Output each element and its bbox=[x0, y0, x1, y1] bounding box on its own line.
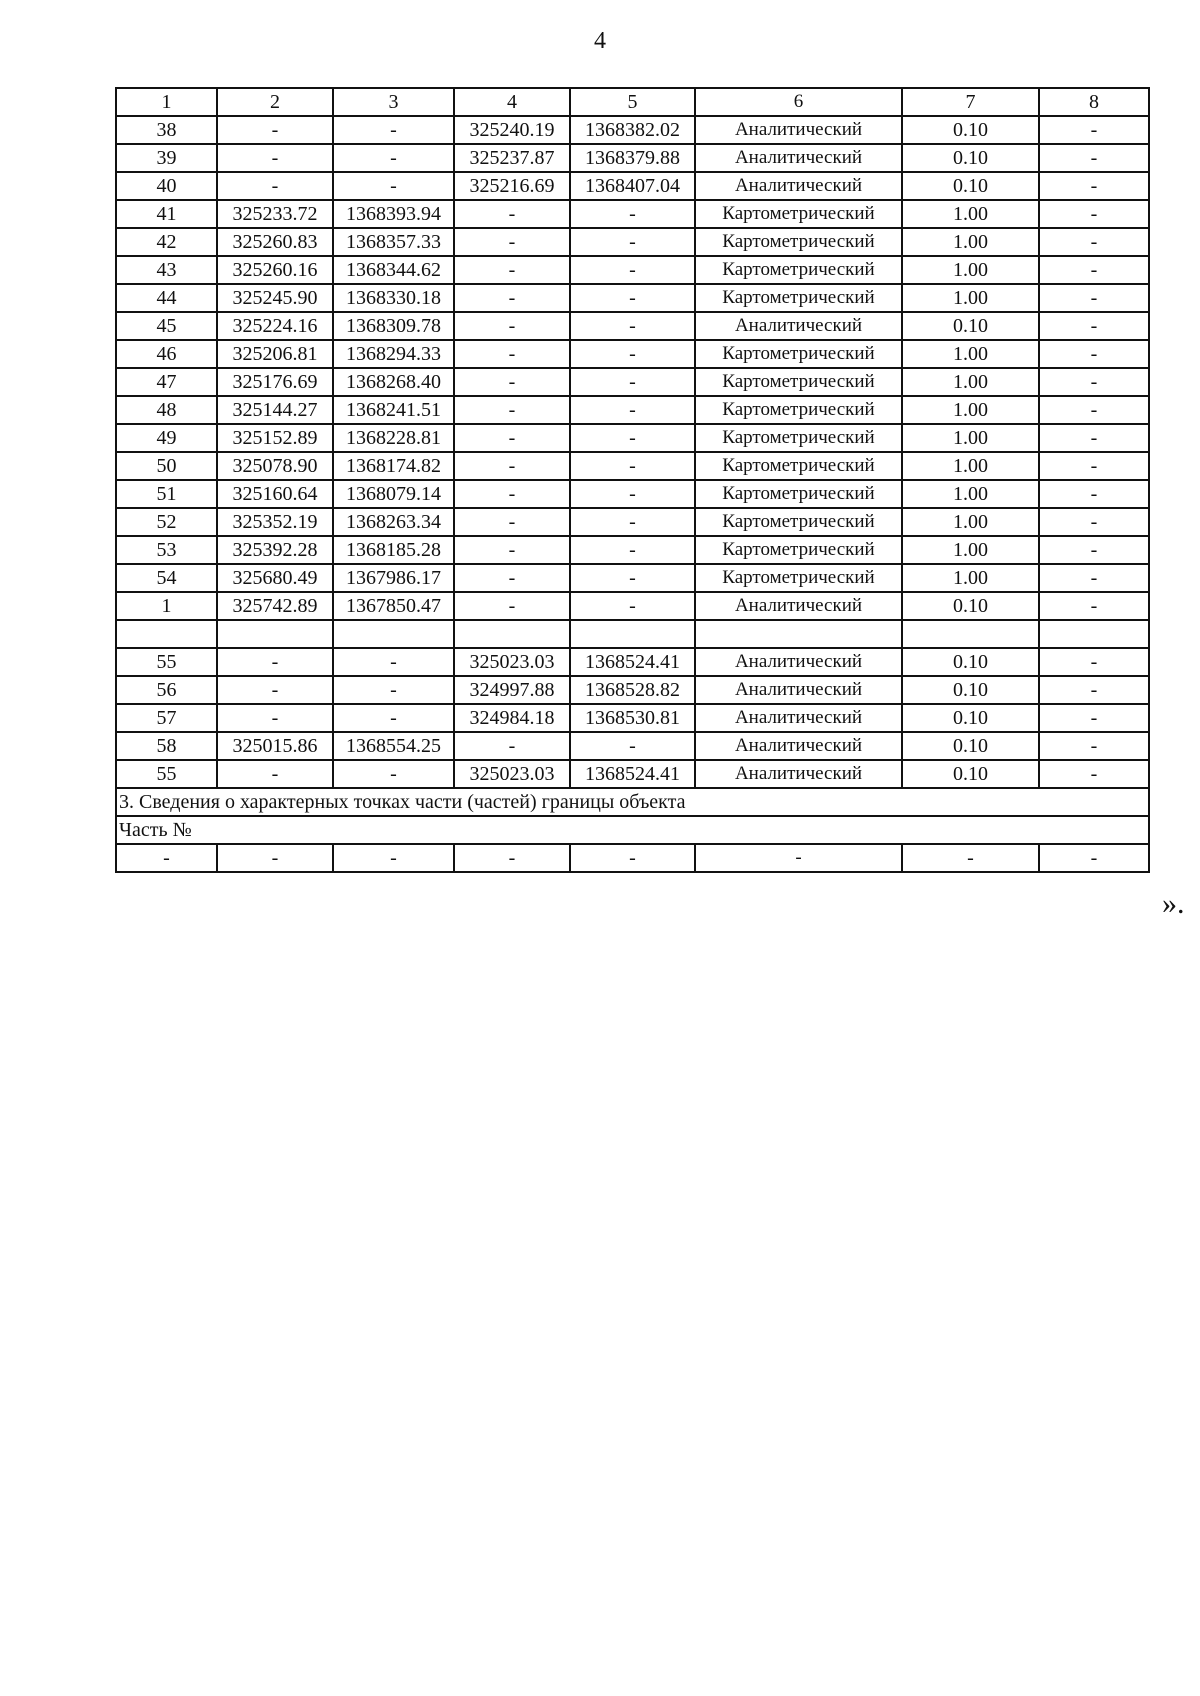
table-row bbox=[116, 452, 1149, 480]
table-row bbox=[116, 592, 1149, 620]
table-cell: 8 bbox=[1039, 88, 1149, 116]
table-cell: 1368309.78 bbox=[333, 312, 454, 340]
table-row bbox=[116, 676, 1149, 704]
table-cell: Аналитический bbox=[695, 144, 902, 172]
table-cell: 1.00 bbox=[902, 508, 1039, 536]
table-cell: 7 bbox=[902, 88, 1039, 116]
table-cell: - bbox=[454, 284, 570, 312]
table-cell bbox=[1039, 620, 1149, 648]
table-cell: 1.00 bbox=[902, 368, 1039, 396]
table-cell: 56 bbox=[116, 676, 217, 704]
table-cell: Картометрический bbox=[695, 368, 902, 396]
table-cell: 0.10 bbox=[902, 116, 1039, 144]
table-cell: - bbox=[570, 340, 695, 368]
table-cell: 55 bbox=[116, 648, 217, 676]
table-cell: 1368524.41 bbox=[570, 760, 695, 788]
table-cell: 0.10 bbox=[902, 648, 1039, 676]
table-cell: 325206.81 bbox=[217, 340, 333, 368]
table-cell: - bbox=[217, 676, 333, 704]
page-number: 4 bbox=[594, 28, 606, 54]
table-cell: - bbox=[570, 396, 695, 424]
table-cell: Картометрический bbox=[695, 228, 902, 256]
table-cell: 325160.64 bbox=[217, 480, 333, 508]
section-title-text: 3. Сведения о характерных точках части (частей) границы объекта bbox=[116, 788, 1149, 816]
table-cell: - bbox=[454, 592, 570, 620]
table-cell: - bbox=[333, 144, 454, 172]
table-row bbox=[116, 368, 1149, 396]
table-cell: 40 bbox=[116, 172, 217, 200]
table-cell: - bbox=[333, 676, 454, 704]
table-cell: Аналитический bbox=[695, 116, 902, 144]
table-cell: - bbox=[1039, 396, 1149, 424]
table-cell: - bbox=[570, 284, 695, 312]
table-cell: - bbox=[1039, 732, 1149, 760]
table-cell: Картометрический bbox=[695, 396, 902, 424]
table-cell: - bbox=[902, 844, 1039, 872]
table-cell: 1.00 bbox=[902, 564, 1039, 592]
table-cell: - bbox=[1039, 284, 1149, 312]
table-cell: 38 bbox=[116, 116, 217, 144]
table-cell: 325392.28 bbox=[217, 536, 333, 564]
table-cell: 4 bbox=[454, 88, 570, 116]
table-cell: - bbox=[217, 144, 333, 172]
table-cell: - bbox=[570, 508, 695, 536]
table-cell: 325176.69 bbox=[217, 368, 333, 396]
table-cell: - bbox=[570, 592, 695, 620]
table-row bbox=[116, 284, 1149, 312]
table-cell: 55 bbox=[116, 760, 217, 788]
table-cell: 0.10 bbox=[902, 592, 1039, 620]
table-cell: Картометрический bbox=[695, 340, 902, 368]
table-cell: - bbox=[1039, 676, 1149, 704]
table-cell: 52 bbox=[116, 508, 217, 536]
table-row bbox=[116, 200, 1149, 228]
table-cell: 1368344.62 bbox=[333, 256, 454, 284]
table-cell: - bbox=[1039, 340, 1149, 368]
table-row bbox=[116, 144, 1149, 172]
table-cell: Картометрический bbox=[695, 564, 902, 592]
table-cell: 44 bbox=[116, 284, 217, 312]
table-cell: - bbox=[570, 480, 695, 508]
table-cell: 1.00 bbox=[902, 424, 1039, 452]
table-cell: - bbox=[1039, 760, 1149, 788]
table-cell: 1 bbox=[116, 88, 217, 116]
table-cell: - bbox=[217, 172, 333, 200]
table-row bbox=[116, 312, 1149, 340]
table-cell: Аналитический bbox=[695, 704, 902, 732]
table-cell: 0.10 bbox=[902, 312, 1039, 340]
table-cell: 1368228.81 bbox=[333, 424, 454, 452]
table-cell: - bbox=[333, 648, 454, 676]
table-cell: 1.00 bbox=[902, 256, 1039, 284]
table-cell: Картометрический bbox=[695, 452, 902, 480]
table-cell: - bbox=[333, 760, 454, 788]
table-cell: - bbox=[570, 452, 695, 480]
table-cell: - bbox=[454, 368, 570, 396]
table-cell: - bbox=[570, 536, 695, 564]
closing-quote-mark: ». bbox=[1162, 887, 1185, 920]
table-cell: 325352.19 bbox=[217, 508, 333, 536]
table-cell: 0.10 bbox=[902, 732, 1039, 760]
table-cell: - bbox=[570, 424, 695, 452]
table-cell: - bbox=[1039, 704, 1149, 732]
table-cell: 325078.90 bbox=[217, 452, 333, 480]
table-cell: 2 bbox=[217, 88, 333, 116]
table-cell: 1368294.33 bbox=[333, 340, 454, 368]
table-cell: - bbox=[217, 648, 333, 676]
table-cell: 1367986.17 bbox=[333, 564, 454, 592]
table-cell bbox=[217, 620, 333, 648]
table-row bbox=[116, 340, 1149, 368]
table-cell: - bbox=[217, 844, 333, 872]
table-cell: - bbox=[695, 844, 902, 872]
table-cell: 1368330.18 bbox=[333, 284, 454, 312]
table-cell: 1368407.04 bbox=[570, 172, 695, 200]
table-cell: 1.00 bbox=[902, 340, 1039, 368]
table-cell: - bbox=[454, 480, 570, 508]
table-cell: - bbox=[454, 200, 570, 228]
table-row bbox=[116, 480, 1149, 508]
table-cell: 325680.49 bbox=[217, 564, 333, 592]
table-cell: - bbox=[454, 564, 570, 592]
table-cell: - bbox=[1039, 256, 1149, 284]
table-cell: - bbox=[454, 452, 570, 480]
table-cell: - bbox=[454, 312, 570, 340]
table-cell: - bbox=[1039, 200, 1149, 228]
table-cell: 58 bbox=[116, 732, 217, 760]
table-row bbox=[116, 116, 1149, 144]
table-cell: - bbox=[454, 396, 570, 424]
table-cell: - bbox=[570, 200, 695, 228]
table-cell: - bbox=[217, 116, 333, 144]
table-row bbox=[116, 424, 1149, 452]
table-cell: 1368268.40 bbox=[333, 368, 454, 396]
table-cell: - bbox=[454, 256, 570, 284]
table-cell: 325152.89 bbox=[217, 424, 333, 452]
table-cell: Аналитический bbox=[695, 172, 902, 200]
table-cell: - bbox=[1039, 536, 1149, 564]
table-cell: Картометрический bbox=[695, 200, 902, 228]
table-cell: 1.00 bbox=[902, 480, 1039, 508]
table-row bbox=[116, 396, 1149, 424]
table-cell: 325224.16 bbox=[217, 312, 333, 340]
table-cell: 1368379.88 bbox=[570, 144, 695, 172]
table-cell: 5 bbox=[570, 88, 695, 116]
table-cell: 1.00 bbox=[902, 200, 1039, 228]
table-cell: 325240.19 bbox=[454, 116, 570, 144]
table-cell: - bbox=[570, 564, 695, 592]
table-cell: - bbox=[454, 844, 570, 872]
table-cell: - bbox=[570, 368, 695, 396]
table-cell: - bbox=[333, 844, 454, 872]
table-cell: 51 bbox=[116, 480, 217, 508]
table-cell: - bbox=[333, 704, 454, 732]
table-cell: 325023.03 bbox=[454, 648, 570, 676]
table-cell: 41 bbox=[116, 200, 217, 228]
table-cell: - bbox=[116, 844, 217, 872]
table-cell: 325023.03 bbox=[454, 760, 570, 788]
table-cell: 325233.72 bbox=[217, 200, 333, 228]
table-row bbox=[116, 704, 1149, 732]
table-cell: Аналитический bbox=[695, 760, 902, 788]
table-cell: 324997.88 bbox=[454, 676, 570, 704]
table-cell: - bbox=[1039, 648, 1149, 676]
table-cell: 1367850.47 bbox=[333, 592, 454, 620]
table-cell: 42 bbox=[116, 228, 217, 256]
table-row bbox=[116, 760, 1149, 788]
table-cell: 325144.27 bbox=[217, 396, 333, 424]
table-cell: - bbox=[454, 536, 570, 564]
table-cell: 1368241.51 bbox=[333, 396, 454, 424]
table-cell: 6 bbox=[695, 88, 902, 116]
table-cell: 54 bbox=[116, 564, 217, 592]
table-cell: 3 bbox=[333, 88, 454, 116]
table-cell: 48 bbox=[116, 396, 217, 424]
table-cell bbox=[454, 620, 570, 648]
part-label bbox=[116, 816, 1149, 844]
table-cell: 1368174.82 bbox=[333, 452, 454, 480]
table-cell: 0.10 bbox=[902, 704, 1039, 732]
table-cell: 1368382.02 bbox=[570, 116, 695, 144]
table-cell: 39 bbox=[116, 144, 217, 172]
table-cell bbox=[116, 620, 217, 648]
table-cell: 1368554.25 bbox=[333, 732, 454, 760]
table-cell: Аналитический bbox=[695, 648, 902, 676]
table-cell: - bbox=[1039, 592, 1149, 620]
table-cell: - bbox=[570, 732, 695, 760]
table-cell: 0.10 bbox=[902, 172, 1039, 200]
table-cell: - bbox=[1039, 508, 1149, 536]
table-cell: Картометрический bbox=[695, 508, 902, 536]
table-cell: 325260.83 bbox=[217, 228, 333, 256]
table-cell: 43 bbox=[116, 256, 217, 284]
table-header-row bbox=[116, 88, 1149, 116]
table-cell: Аналитический bbox=[695, 732, 902, 760]
table-cell: - bbox=[333, 172, 454, 200]
table-cell: 1368393.94 bbox=[333, 200, 454, 228]
table-cell: 50 bbox=[116, 452, 217, 480]
table-cell: 1368263.34 bbox=[333, 508, 454, 536]
table-cell: - bbox=[217, 760, 333, 788]
table-cell: Картометрический bbox=[695, 256, 902, 284]
table-cell: - bbox=[1039, 480, 1149, 508]
table-cell: - bbox=[333, 116, 454, 144]
table-cell: - bbox=[1039, 144, 1149, 172]
table-cell: Аналитический bbox=[695, 312, 902, 340]
table-cell bbox=[695, 620, 902, 648]
table-cell: Аналитический bbox=[695, 592, 902, 620]
table-cell: - bbox=[570, 312, 695, 340]
table-cell: Картометрический bbox=[695, 480, 902, 508]
table-cell: - bbox=[454, 732, 570, 760]
boundary-points-table bbox=[115, 87, 1150, 873]
table-cell: 325216.69 bbox=[454, 172, 570, 200]
table-cell: Аналитический bbox=[695, 676, 902, 704]
table-cell: Картометрический bbox=[695, 284, 902, 312]
table-cell: - bbox=[1039, 368, 1149, 396]
table-cell: Картометрический bbox=[695, 536, 902, 564]
table-cell: 1 bbox=[116, 592, 217, 620]
table-cell: 325237.87 bbox=[454, 144, 570, 172]
table-cell: - bbox=[1039, 564, 1149, 592]
table-cell: - bbox=[1039, 312, 1149, 340]
table-cell: - bbox=[1039, 228, 1149, 256]
table-cell: - bbox=[1039, 424, 1149, 452]
table-cell: - bbox=[1039, 844, 1149, 872]
table-cell: 325015.86 bbox=[217, 732, 333, 760]
table-row bbox=[116, 648, 1149, 676]
table-cell: 1368185.28 bbox=[333, 536, 454, 564]
table-blank-row bbox=[116, 620, 1149, 648]
table-row bbox=[116, 228, 1149, 256]
table-cell: 1368524.41 bbox=[570, 648, 695, 676]
table-cell: - bbox=[1039, 172, 1149, 200]
table-cell: - bbox=[1039, 116, 1149, 144]
table-cell: 325742.89 bbox=[217, 592, 333, 620]
table-cell: 49 bbox=[116, 424, 217, 452]
table-row bbox=[116, 844, 1149, 872]
table-cell bbox=[570, 620, 695, 648]
table-cell: 1368528.82 bbox=[570, 676, 695, 704]
table-row bbox=[116, 172, 1149, 200]
table-cell: 45 bbox=[116, 312, 217, 340]
table-cell: 325260.16 bbox=[217, 256, 333, 284]
table-cell: 47 bbox=[116, 368, 217, 396]
table-cell: - bbox=[1039, 452, 1149, 480]
table-cell: - bbox=[570, 256, 695, 284]
part-label-text: Часть № bbox=[116, 816, 1149, 844]
section-title bbox=[116, 788, 1149, 816]
table-row bbox=[116, 732, 1149, 760]
table-cell: 1.00 bbox=[902, 228, 1039, 256]
table-cell bbox=[902, 620, 1039, 648]
table-cell: 46 bbox=[116, 340, 217, 368]
table-cell: 57 bbox=[116, 704, 217, 732]
table-row bbox=[116, 564, 1149, 592]
table-cell: 1.00 bbox=[902, 452, 1039, 480]
table-cell: 1.00 bbox=[902, 396, 1039, 424]
table-cell: 53 bbox=[116, 536, 217, 564]
table-cell: 325245.90 bbox=[217, 284, 333, 312]
table-cell: Картометрический bbox=[695, 424, 902, 452]
table-cell: 0.10 bbox=[902, 760, 1039, 788]
table-cell: 324984.18 bbox=[454, 704, 570, 732]
table-cell: - bbox=[570, 844, 695, 872]
table-cell: 0.10 bbox=[902, 676, 1039, 704]
table-cell: 1368079.14 bbox=[333, 480, 454, 508]
table-cell: - bbox=[454, 340, 570, 368]
table-row bbox=[116, 536, 1149, 564]
table-cell: 1368530.81 bbox=[570, 704, 695, 732]
table-cell: - bbox=[454, 508, 570, 536]
table-row bbox=[116, 256, 1149, 284]
table-row bbox=[116, 508, 1149, 536]
table-cell: - bbox=[454, 424, 570, 452]
table-cell bbox=[333, 620, 454, 648]
table-cell: 0.10 bbox=[902, 144, 1039, 172]
table-cell: 1.00 bbox=[902, 536, 1039, 564]
table-cell: 1.00 bbox=[902, 284, 1039, 312]
table-cell: - bbox=[217, 704, 333, 732]
table-cell: - bbox=[570, 228, 695, 256]
table-cell: - bbox=[454, 228, 570, 256]
table-cell: 1368357.33 bbox=[333, 228, 454, 256]
